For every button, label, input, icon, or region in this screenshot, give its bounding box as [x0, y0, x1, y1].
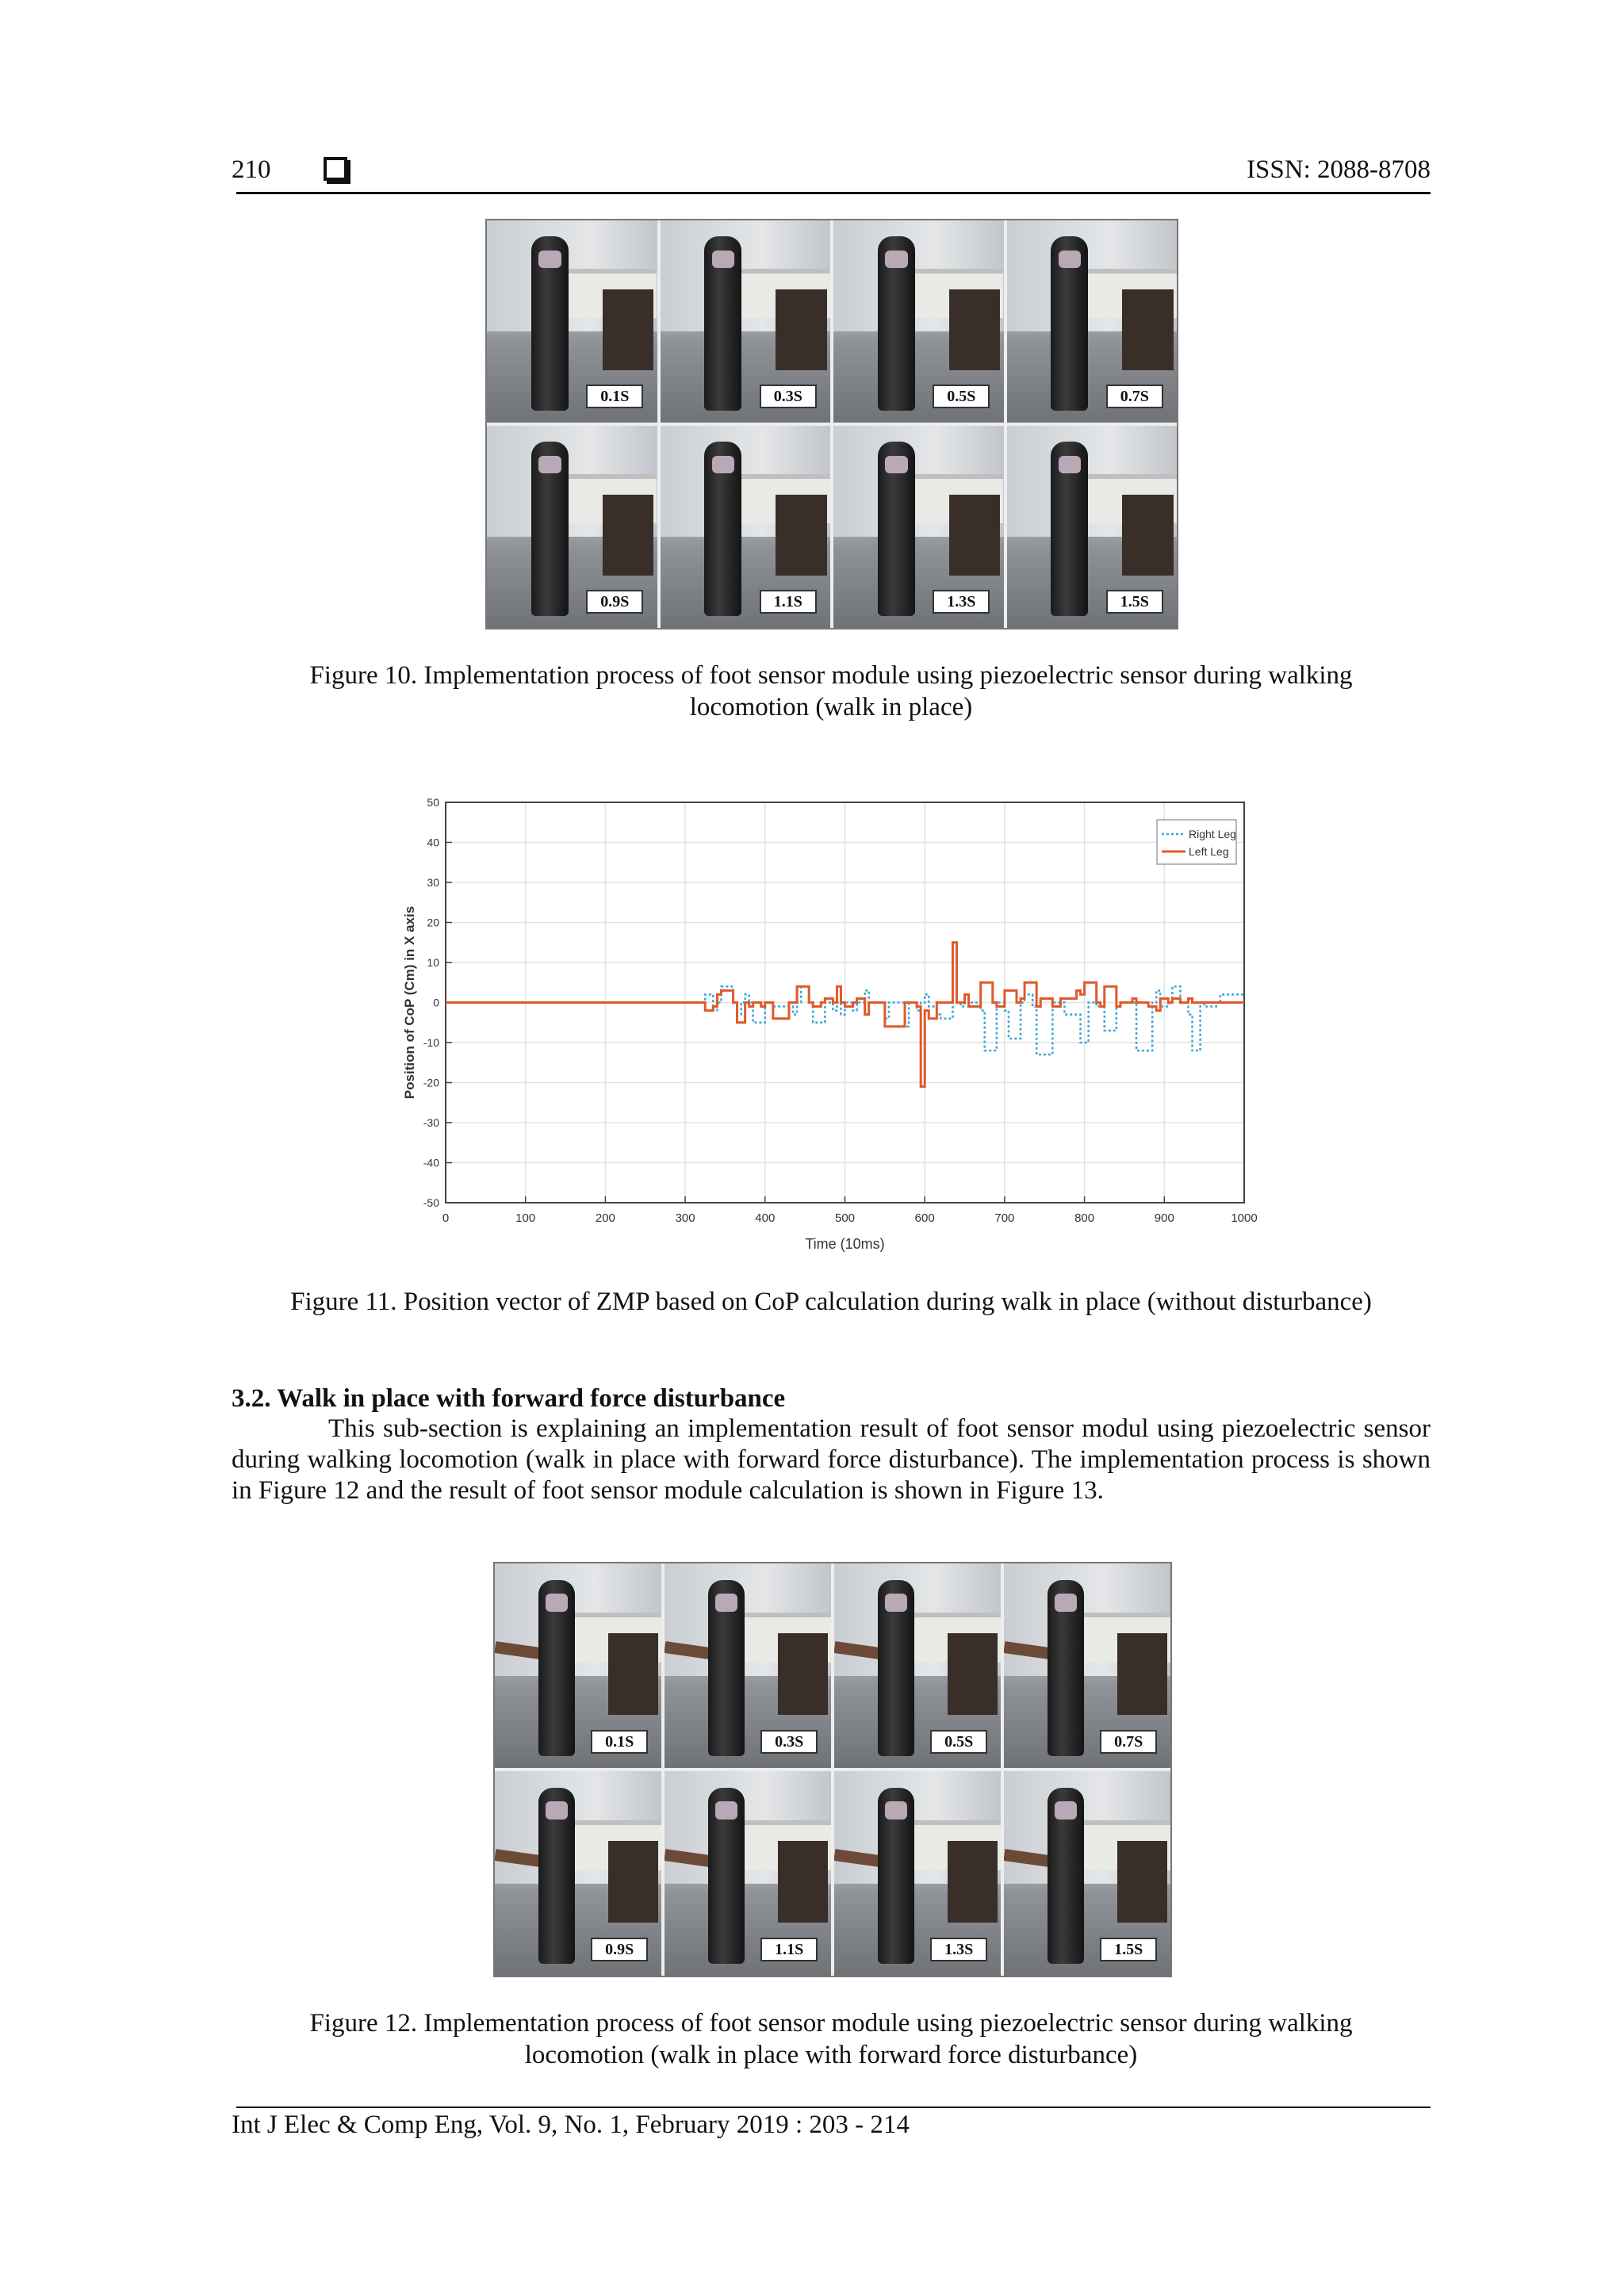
photo-frame [665, 1563, 831, 1768]
robot-image [704, 236, 741, 410]
timestamp-label: 1.5S [1100, 1938, 1157, 1961]
figure-11-chart [396, 785, 1269, 1261]
section-heading: 3.2. Walk in place with forward force disturbance [232, 1384, 786, 1413]
robot-image [878, 1788, 914, 1964]
x-tick-label: 1000 [1231, 1211, 1258, 1225]
timestamp-label: 0.1S [591, 1730, 648, 1754]
x-tick-label: 200 [595, 1211, 615, 1225]
legend-label: Left Leg [1189, 845, 1229, 858]
timestamp-label: 1.3S [930, 1938, 987, 1961]
timestamp-label: 0.5S [933, 385, 990, 408]
footer-citation: Int J Elec & Comp Eng, Vol. 9, No. 1, February 2019 : 203 - 214 [232, 2110, 910, 2139]
photo-frame [495, 1771, 661, 1976]
y-tick-label: 20 [427, 916, 439, 929]
robot-image [1051, 442, 1088, 615]
x-tick-label: 400 [755, 1211, 776, 1225]
photo-frame [495, 1563, 661, 1768]
robot-image [538, 1580, 575, 1756]
figure-10-photo-grid [485, 219, 1178, 629]
y-axis-label: Position of CoP (Cm) in X axis [402, 905, 417, 1100]
timestamp-label: 1.1S [760, 1938, 818, 1961]
y-tick-label: -40 [423, 1156, 439, 1169]
robot-image [1048, 1580, 1084, 1756]
timestamp-label: 0.5S [930, 1730, 987, 1754]
robot-image [531, 442, 569, 615]
x-tick-label: 100 [515, 1211, 536, 1225]
page-number: 210 [232, 155, 271, 184]
header-rule [236, 192, 1431, 194]
figure-12-caption-line2: locomotion (walk in place with forward force disturbance) [524, 2041, 1138, 2069]
figure-11-caption: Figure 11. Position vector of ZMP based on CoP calculation during walk in place (without disturbance) [290, 1288, 1372, 1316]
y-tick-label: -20 [423, 1076, 439, 1089]
x-tick-label: 700 [994, 1211, 1015, 1225]
figure-12-caption [232, 2007, 1431, 2071]
robot-image [1048, 1788, 1084, 1964]
photo-frame [1007, 426, 1178, 628]
photo-frame [487, 220, 657, 423]
photo-frame [661, 220, 831, 423]
photo-frame [1004, 1771, 1170, 1976]
figure-10-caption-line1: Figure 10. Implementation process of foot sensor module using piezoelectric sensor during walking [309, 661, 1353, 690]
photo-frame [834, 1771, 1001, 1976]
y-tick-label: 40 [427, 836, 439, 849]
photo-frame [487, 426, 657, 628]
robot-image [878, 1580, 914, 1756]
figure-12-caption-line1: Figure 12. Implementation process of foot sensor module using piezoelectric sensor during walking [309, 2009, 1353, 2038]
y-tick-label: 30 [427, 876, 439, 889]
timestamp-label: 0.7S [1100, 1730, 1157, 1754]
figure-10-caption [232, 660, 1431, 723]
photo-frame [834, 1563, 1001, 1768]
timestamp-label: 0.3S [760, 1730, 818, 1754]
header-box-icon [324, 157, 347, 181]
robot-image [704, 442, 741, 615]
y-tick-label: 10 [427, 956, 439, 969]
x-axis-label: Time (10ms) [805, 1236, 885, 1252]
robot-image [538, 1788, 575, 1964]
x-tick-label: 600 [914, 1211, 935, 1225]
y-tick-label: -50 [423, 1196, 439, 1209]
legend-label: Right Leg [1189, 828, 1236, 840]
photo-frame [1007, 220, 1178, 423]
timestamp-label: 0.9S [591, 1938, 648, 1961]
photo-frame [833, 220, 1004, 423]
y-tick-label: 0 [433, 996, 439, 1009]
figure-12-photo-grid [493, 1562, 1172, 1977]
x-tick-label: 800 [1074, 1211, 1095, 1225]
figure-10-caption-line2: locomotion (walk in place) [689, 693, 973, 721]
footer-rule [236, 2107, 1431, 2108]
photo-frame [1004, 1563, 1170, 1768]
photo-frame [665, 1771, 831, 1976]
x-tick-label: 500 [834, 1211, 856, 1225]
y-tick-label: -30 [423, 1116, 439, 1129]
timestamp-label: 0.1S [586, 385, 643, 408]
timestamp-label: 0.7S [1106, 385, 1163, 408]
robot-image [878, 236, 915, 410]
photo-frame [833, 426, 1004, 628]
y-tick-label: 50 [427, 796, 439, 809]
timestamp-label: 0.9S [586, 590, 643, 614]
robot-image [531, 236, 569, 410]
timestamp-label: 1.1S [760, 590, 817, 614]
section-body: This sub-section is explaining an implementation result of foot sensor modul using piezoelectric sensor during walking locomotion (walk in place with forward force disturbance). The implementation process is shown in Figure 12 and the result of foot sensor module calculation is shown in Figure 13. [232, 1414, 1431, 1505]
photo-frame [661, 426, 831, 628]
robot-image [878, 442, 915, 615]
x-tick-label: 0 [442, 1211, 450, 1225]
timestamp-label: 1.3S [933, 590, 990, 614]
robot-image [1051, 236, 1088, 410]
x-tick-label: 300 [675, 1211, 695, 1225]
y-tick-label: -10 [423, 1036, 439, 1049]
x-tick-label: 900 [1154, 1211, 1174, 1225]
timestamp-label: 1.5S [1106, 590, 1163, 614]
issn: ISSN: 2088-8708 [1247, 155, 1431, 184]
timestamp-label: 0.3S [760, 385, 817, 408]
robot-image [708, 1788, 745, 1964]
robot-image [708, 1580, 745, 1756]
